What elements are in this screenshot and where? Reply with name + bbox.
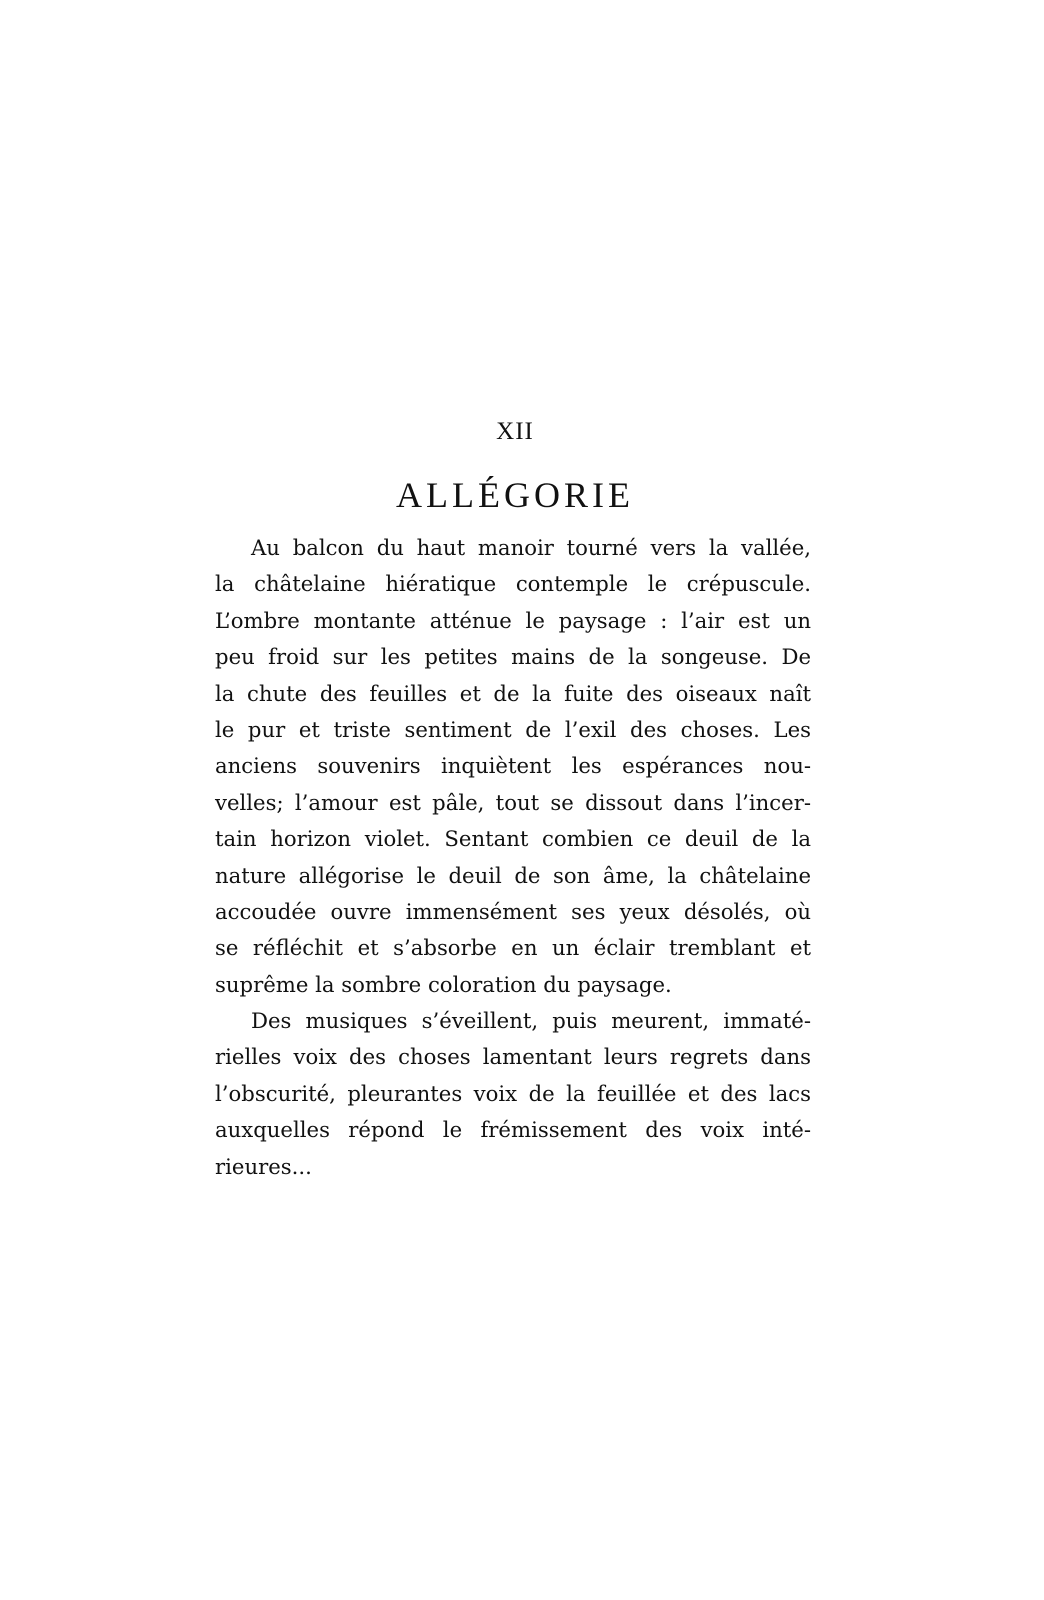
text-line: le pur et triste sentiment de l’exil des choses. Les (215, 716, 811, 742)
paragraph-2 (215, 1003, 811, 1185)
chapter-body (215, 530, 811, 1185)
text-line: rieures... (215, 1153, 312, 1179)
text-line: anciens souvenirs inquiètent les espérances nou- (215, 753, 811, 779)
text-line: velles; l’amour est pâle, tout se dissout dans l’incer- (215, 789, 811, 815)
text-line: la chute des feuilles et de la fuite des oiseaux naît (215, 680, 811, 706)
text-line: la châtelaine hiératique contemple le crépuscule. (215, 571, 811, 597)
text-line: peu froid sur les petites mains de la songeuse. De (215, 644, 811, 670)
chapter-number: XII (496, 418, 534, 445)
paragraph-1 (215, 530, 811, 1003)
text-line: nature allégorise le deuil de son âme, la châtelaine (215, 862, 811, 888)
text-line: tain horizon violet. Sentant combien ce deuil de la (215, 826, 811, 852)
text-line: L’ombre montante atténue le paysage : l’air est un (215, 607, 811, 633)
text-line: l’obscurité, pleurantes voix de la feuillée et des lacs (215, 1080, 811, 1106)
text-line: suprême la sombre coloration du paysage. (215, 971, 672, 997)
text-line: accoudée ouvre immensément ses yeux désolés, où (215, 898, 811, 924)
text-line: auxquelles répond le frémissement des voix inté- (215, 1117, 811, 1143)
text-line: Au balcon du haut manoir tourné vers la vallée, (251, 535, 811, 560)
text-line: se réfléchit et s’absorbe en un éclair tremblant et (215, 935, 811, 961)
text-line: Des musiques s’éveillent, puis meurent, immaté- (251, 1008, 811, 1034)
text-line: rielles voix des choses lamentant leurs regrets dans (215, 1044, 811, 1070)
chapter-title: ALLÉGORIE (396, 475, 634, 515)
